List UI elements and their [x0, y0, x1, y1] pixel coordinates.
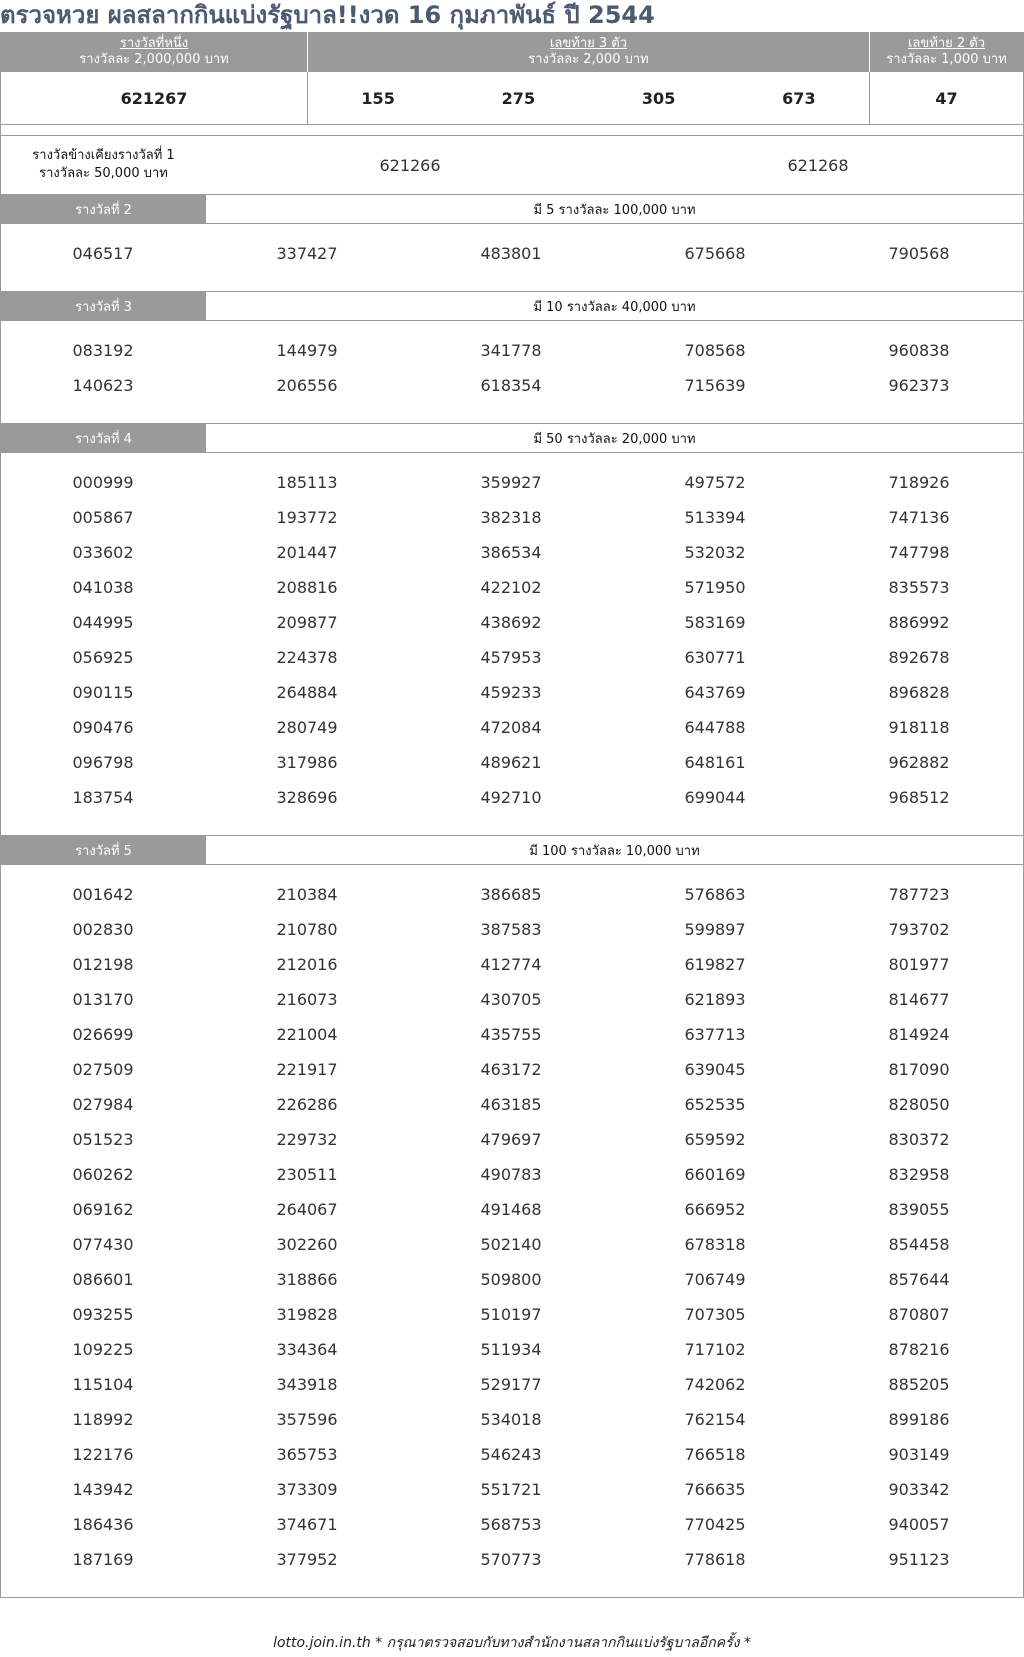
lottery-number: 817090 [888, 1060, 950, 1079]
lottery-number: 377952 [276, 1550, 338, 1569]
lottery-number: 639045 [684, 1060, 746, 1079]
lottery-number: 457953 [480, 648, 542, 667]
lottery-number: 027509 [72, 1060, 134, 1079]
number-grid [1, 321, 1023, 424]
page-title: ตรวจหวย ผลสลากกินแบ่งรัฐบาล!!งวด 16 กุมภาพันธ์ ปี 2544 [0, 1, 655, 29]
lottery-number: 118992 [72, 1410, 134, 1429]
lottery-number: 513394 [684, 508, 746, 527]
results-table [0, 32, 1024, 1598]
last3-numbers [308, 72, 870, 124]
lottery-number: 814924 [888, 1025, 950, 1044]
lottery-number: 630771 [684, 648, 746, 667]
lottery-number: 122176 [72, 1445, 134, 1464]
lottery-number: 224378 [276, 648, 338, 667]
lottery-number: 742062 [684, 1375, 746, 1394]
first-prize-header [1, 32, 308, 72]
last3-number: 305 [641, 88, 676, 108]
lottery-number: 707305 [684, 1305, 746, 1324]
section-info: มี 5 รางวัลละ 100,000 บาท [533, 202, 696, 218]
lottery-number: 144979 [276, 341, 338, 360]
lottery-number: 472084 [480, 718, 542, 737]
lottery-number: 201447 [276, 543, 338, 562]
first-prize-label[interactable]: รางวัลที่หนึ่ง [119, 36, 189, 51]
lottery-number: 186436 [72, 1515, 134, 1534]
lottery-number: 489621 [480, 753, 542, 772]
near-first-label [1, 147, 206, 183]
lottery-number: 221917 [276, 1060, 338, 1079]
lottery-number: 509800 [480, 1270, 542, 1289]
lottery-number: 790568 [888, 244, 950, 263]
lottery-number: 337427 [276, 244, 338, 263]
lottery-number: 463172 [480, 1060, 542, 1079]
lottery-number: 093255 [72, 1305, 134, 1324]
lottery-number: 599897 [684, 920, 746, 939]
lottery-number: 835573 [888, 578, 950, 597]
lottery-number: 033602 [72, 543, 134, 562]
lottery-number: 660169 [684, 1165, 746, 1184]
lottery-number: 230511 [276, 1165, 338, 1184]
lottery-number: 886992 [888, 613, 950, 632]
lottery-number: 699044 [684, 788, 746, 807]
lottery-number: 216073 [276, 990, 338, 1009]
lottery-number: 208816 [276, 578, 338, 597]
lottery-number: 264884 [276, 683, 338, 702]
near-first-amount: รางวัลละ 50,000 บาท [39, 166, 168, 181]
lottery-number: 183754 [72, 788, 134, 807]
lottery-number: 491468 [480, 1200, 542, 1219]
lottery-number: 365753 [276, 1445, 338, 1464]
lottery-number: 264067 [276, 1200, 338, 1219]
lottery-number: 302260 [276, 1235, 338, 1254]
lottery-number: 787723 [888, 885, 950, 904]
last2-number: 47 [935, 88, 958, 108]
section-tag: รางวัลที่ 3 [1, 292, 206, 320]
lottery-number: 619827 [684, 955, 746, 974]
lottery-number: 226286 [276, 1095, 338, 1114]
lottery-number: 359927 [480, 473, 542, 492]
lottery-number: 793702 [888, 920, 950, 939]
lottery-number: 012198 [72, 955, 134, 974]
top-prizes-row [1, 72, 1023, 125]
lottery-number: 210780 [276, 920, 338, 939]
lottery-number: 637713 [684, 1025, 746, 1044]
lottery-number: 382318 [480, 508, 542, 527]
lottery-number: 706749 [684, 1270, 746, 1289]
lottery-number: 715639 [684, 376, 746, 395]
lottery-number: 069162 [72, 1200, 134, 1219]
lottery-number: 044995 [72, 613, 134, 632]
lottery-number: 280749 [276, 718, 338, 737]
lottery-number: 717102 [684, 1340, 746, 1359]
lottery-number: 002830 [72, 920, 134, 939]
spacer [1, 125, 1023, 136]
last3-number: 673 [782, 88, 816, 108]
first-prize-amount: รางวัลละ 2,000,000 บาท [79, 52, 229, 67]
lottery-number: 221004 [276, 1025, 338, 1044]
lottery-number: 051523 [72, 1130, 134, 1149]
lottery-number: 386685 [480, 885, 542, 904]
lottery-number: 648161 [684, 753, 746, 772]
lottery-number: 090115 [72, 683, 134, 702]
lottery-number: 570773 [480, 1550, 542, 1569]
section-tag: รางวัลที่ 5 [1, 836, 206, 864]
lottery-number: 801977 [888, 955, 950, 974]
lottery-number: 718926 [888, 473, 950, 492]
lottery-number: 896828 [888, 683, 950, 702]
lottery-number: 832958 [888, 1165, 950, 1184]
lottery-number: 568753 [480, 1515, 542, 1534]
lottery-number: 839055 [888, 1200, 950, 1219]
lottery-number: 490783 [480, 1165, 542, 1184]
lottery-number: 571950 [684, 578, 746, 597]
last2-amount: รางวัลละ 1,000 บาท [886, 52, 1007, 67]
lottery-number: 206556 [276, 376, 338, 395]
lottery-number: 438692 [480, 613, 542, 632]
lottery-number: 766518 [684, 1445, 746, 1464]
lottery-number: 459233 [480, 683, 542, 702]
lottery-number: 747136 [888, 508, 950, 527]
lottery-number: 878216 [888, 1340, 950, 1359]
lottery-number: 778618 [684, 1550, 746, 1569]
near-first-number: 621268 [787, 155, 849, 175]
section-header [1, 836, 1023, 865]
lottery-number: 828050 [888, 1095, 950, 1114]
lottery-number: 492710 [480, 788, 542, 807]
lottery-number: 857644 [888, 1270, 950, 1289]
lottery-number: 675668 [684, 244, 746, 263]
lottery-number: 621893 [684, 990, 746, 1009]
lottery-number: 618354 [480, 376, 542, 395]
lottery-number: 212016 [276, 955, 338, 974]
lottery-number: 918118 [888, 718, 950, 737]
section-header [1, 424, 1023, 453]
lottery-number: 374671 [276, 1515, 338, 1534]
lottery-number: 193772 [276, 508, 338, 527]
last3-header [308, 32, 870, 72]
lottery-number: 747798 [888, 543, 950, 562]
prize-header-row [1, 32, 1023, 72]
lottery-number: 109225 [72, 1340, 134, 1359]
last2-header [870, 32, 1023, 72]
section-info: มี 100 รางวัลละ 10,000 บาท [529, 843, 700, 859]
section-info: มี 10 รางวัลละ 40,000 บาท [533, 299, 696, 315]
number-grid [1, 224, 1023, 292]
lottery-number: 951123 [888, 1550, 950, 1569]
last3-amount: รางวัลละ 2,000 บาท [528, 52, 649, 67]
lottery-number: 576863 [684, 885, 746, 904]
section-tag: รางวัลที่ 2 [1, 195, 206, 223]
lottery-number: 056925 [72, 648, 134, 667]
lottery-number: 666952 [684, 1200, 746, 1219]
lottery-number: 209877 [276, 613, 338, 632]
lottery-number: 708568 [684, 341, 746, 360]
lottery-number: 678318 [684, 1235, 746, 1254]
lottery-number: 387583 [480, 920, 542, 939]
section-tag: รางวัลที่ 4 [1, 424, 206, 452]
lottery-number: 583169 [684, 613, 746, 632]
lottery-number: 422102 [480, 578, 542, 597]
lottery-number: 140623 [72, 376, 134, 395]
lottery-number: 041038 [72, 578, 134, 597]
lottery-number: 319828 [276, 1305, 338, 1324]
section-info: มี 50 รางวัลละ 20,000 บาท [533, 431, 696, 447]
lottery-number: 027984 [72, 1095, 134, 1114]
lottery-number: 083192 [72, 341, 134, 360]
last3-number: 155 [361, 88, 395, 108]
lottery-number: 770425 [684, 1515, 746, 1534]
lottery-number: 814677 [888, 990, 950, 1009]
lottery-number: 143942 [72, 1480, 134, 1499]
lottery-number: 096798 [72, 753, 134, 772]
lottery-number: 940057 [888, 1515, 950, 1534]
lottery-number: 854458 [888, 1235, 950, 1254]
lottery-number: 899186 [888, 1410, 950, 1429]
lottery-number: 341778 [480, 341, 542, 360]
section-header [1, 292, 1023, 321]
lottery-number: 870807 [888, 1305, 950, 1324]
lottery-number: 511934 [480, 1340, 542, 1359]
lottery-number: 903149 [888, 1445, 950, 1464]
lottery-number: 435755 [480, 1025, 542, 1044]
footer-note: lotto.join.in.th * กรุณาตรวจสอบกับทางสำนักงานสลากกินแบ่งรัฐบาลอีกครั้ง * [273, 1635, 751, 1651]
section-header [1, 195, 1023, 224]
number-grid [1, 865, 1023, 1598]
lottery-number: 373309 [276, 1480, 338, 1499]
lottery-number: 510197 [480, 1305, 542, 1324]
lottery-number: 483801 [480, 244, 542, 263]
lottery-number: 185113 [276, 473, 338, 492]
lottery-number: 086601 [72, 1270, 134, 1289]
lottery-number: 903342 [888, 1480, 950, 1499]
lottery-number: 766635 [684, 1480, 746, 1499]
lottery-number: 001642 [72, 885, 134, 904]
lottery-number: 546243 [480, 1445, 542, 1464]
lottery-number: 090476 [72, 718, 134, 737]
last3-label[interactable]: เลขท้าย 3 ตัว [549, 36, 628, 51]
lottery-number: 892678 [888, 648, 950, 667]
lottery-number: 115104 [72, 1375, 134, 1394]
lottery-number: 005867 [72, 508, 134, 527]
lottery-number: 412774 [480, 955, 542, 974]
near-first-row [1, 136, 1023, 195]
first-prize-number: 621267 [1, 72, 308, 124]
lottery-number: 659592 [684, 1130, 746, 1149]
lottery-number: 762154 [684, 1410, 746, 1429]
lottery-number: 187169 [72, 1550, 134, 1569]
lottery-number: 962373 [888, 376, 950, 395]
lottery-number: 000999 [72, 473, 134, 492]
lottery-number: 960838 [888, 341, 950, 360]
prize-sections [1, 195, 1023, 1598]
lottery-number: 652535 [684, 1095, 746, 1114]
number-grid [1, 453, 1023, 836]
lottery-number: 502140 [480, 1235, 542, 1254]
last2-label[interactable]: เลขท้าย 2 ตัว [907, 36, 986, 51]
lottery-number: 357596 [276, 1410, 338, 1429]
lottery-number: 334364 [276, 1340, 338, 1359]
lottery-number: 430705 [480, 990, 542, 1009]
lottery-number: 343918 [276, 1375, 338, 1394]
lottery-number: 013170 [72, 990, 134, 1009]
lottery-number: 962882 [888, 753, 950, 772]
lottery-number: 968512 [888, 788, 950, 807]
lottery-number: 534018 [480, 1410, 542, 1429]
lottery-number: 529177 [480, 1375, 542, 1394]
near-first-title: รางวัลข้างเคียงรางวัลที่ 1 [32, 148, 175, 163]
lottery-number: 046517 [72, 244, 134, 263]
lottery-number: 229732 [276, 1130, 338, 1149]
lottery-number: 328696 [276, 788, 338, 807]
lottery-number: 026699 [72, 1025, 134, 1044]
lottery-number: 317986 [276, 753, 338, 772]
lottery-number: 885205 [888, 1375, 950, 1394]
lottery-number: 077430 [72, 1235, 134, 1254]
lottery-number: 318866 [276, 1270, 338, 1289]
lottery-number: 210384 [276, 885, 338, 904]
last3-number: 275 [501, 88, 536, 108]
lottery-number: 532032 [684, 543, 746, 562]
lottery-number: 060262 [72, 1165, 134, 1184]
lottery-number: 643769 [684, 683, 746, 702]
lottery-number: 644788 [684, 718, 746, 737]
near-first-number: 621266 [379, 155, 441, 175]
lottery-number: 551721 [480, 1480, 542, 1499]
lottery-number: 386534 [480, 543, 542, 562]
lottery-number: 463185 [480, 1095, 542, 1114]
lottery-number: 497572 [684, 473, 746, 492]
lottery-number: 830372 [888, 1130, 950, 1149]
lottery-number: 479697 [480, 1130, 542, 1149]
